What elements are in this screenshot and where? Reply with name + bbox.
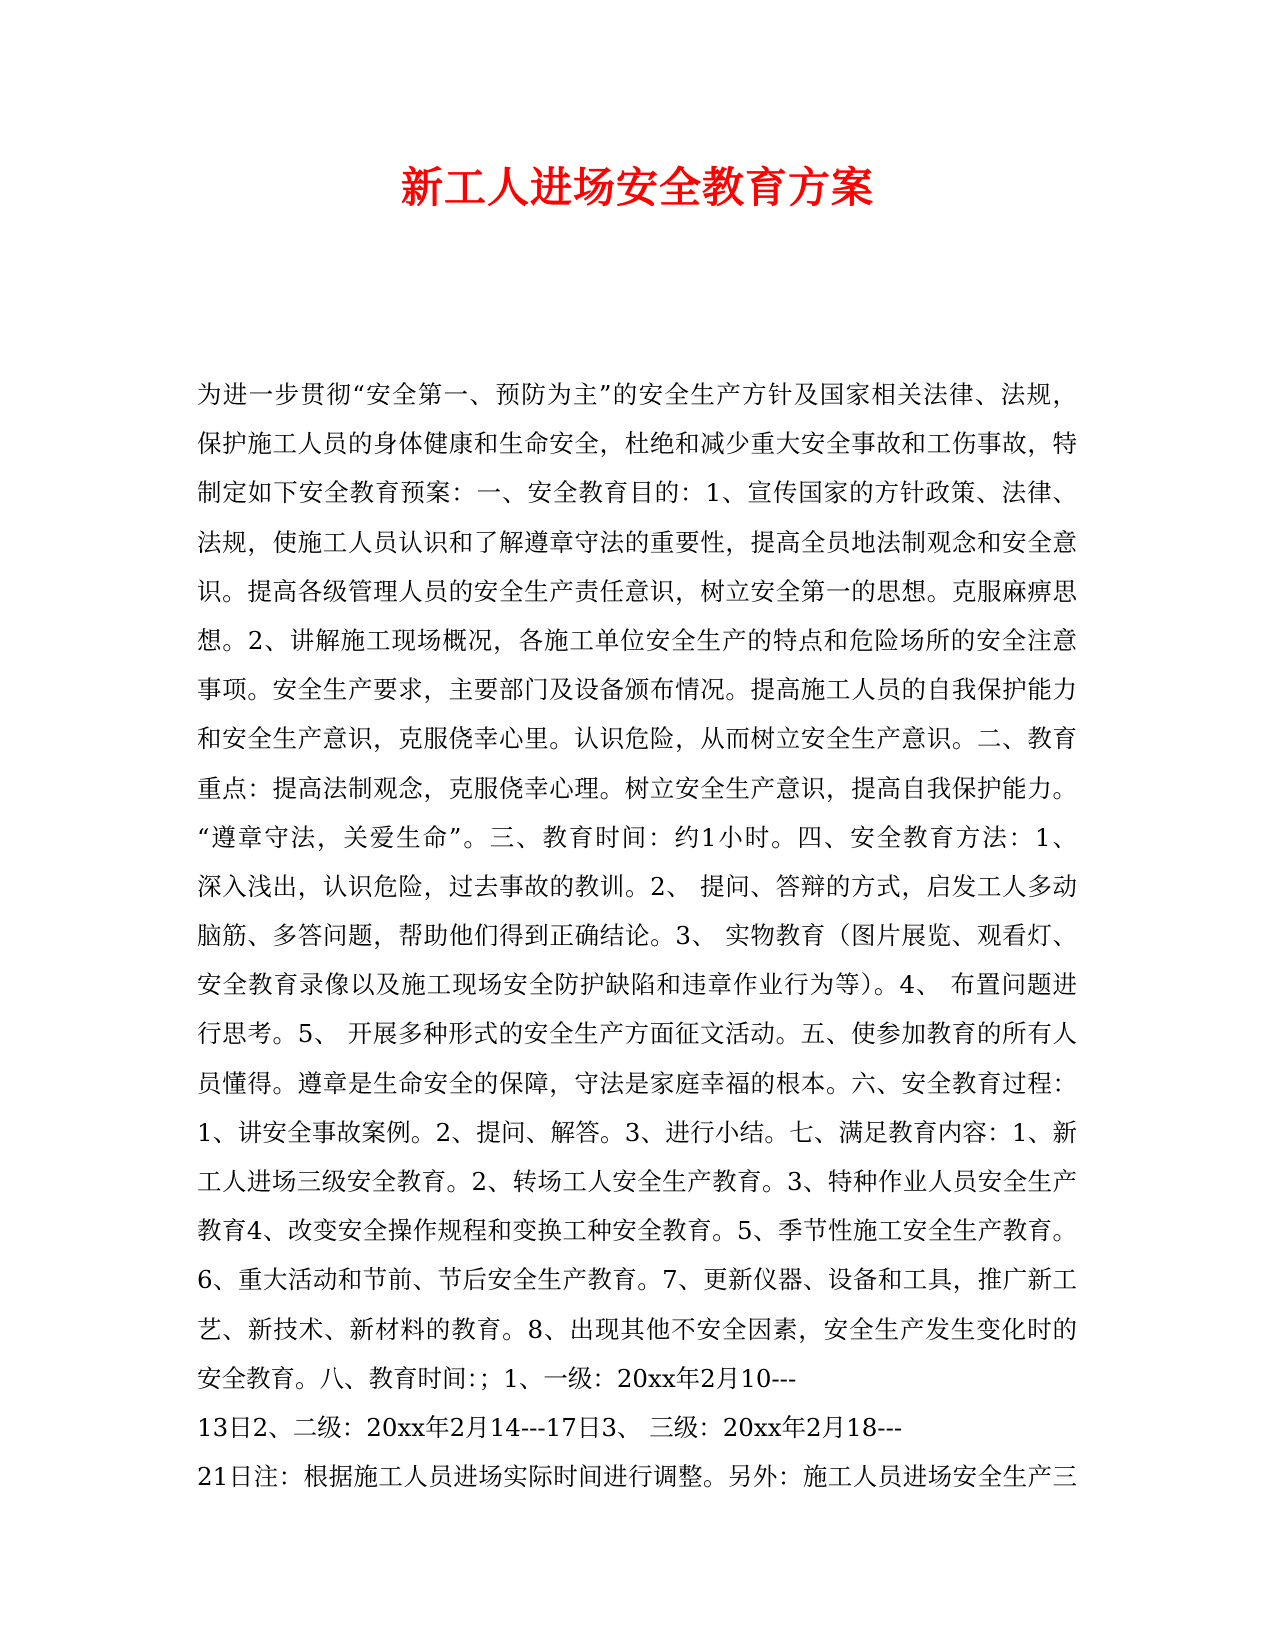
document-body — [197, 370, 1077, 1501]
body-line: 和安全生产意识，克服侥幸心里。认识危险，从而树立安全生产意识。二、教育 — [197, 724, 1077, 754]
body-line: 脑筋、多答问题，帮助他们得到正确结论。3、 实物教育（图片展览、观看灯、 — [197, 921, 1077, 951]
body-line: 艺、新技术、新材料的教育。8、出现其他不安全因素，安全生产发生变化时的 — [197, 1314, 1077, 1344]
body-line: 想。2、讲解施工现场概况，各施工单位安全生产的特点和危险场所的安全注意 — [197, 625, 1077, 655]
body-line: 重点：提高法制观念，克服侥幸心理。树立安全生产意识，提高自我保护能力。 — [197, 773, 1077, 803]
body-line: 识。提高各级管理人员的安全生产责任意识，树立安全第一的思想。克服麻痹思 — [197, 576, 1077, 606]
document-title: 新工人进场安全教育方案 — [400, 163, 874, 212]
body-line: 行思考。5、 开展多种形式的安全生产方面征文活动。五、使参加教育的所有人 — [197, 1019, 1077, 1049]
body-line: 深入浅出，认识危险，过去事故的教训。2、 提问、答辩的方式，启发工人多动 — [197, 871, 1077, 901]
body-line: 6、重大活动和节前、节后安全生产教育。7、更新仪器、设备和工具，推广新工 — [197, 1265, 1077, 1295]
body-line: “遵章守法，关爱生命”。三、教育时间：约1小时。四、安全教育方法：1、 — [197, 822, 1077, 852]
body-line: 法规，使施工人员认识和了解遵章守法的重要性，提高全员地法制观念和安全意 — [197, 527, 1077, 557]
body-line: 13日2、二级：20xx年2月14---17日3、 三级：20xx年2月18--- — [197, 1412, 903, 1442]
body-line: 安全教育。八、教育时间：；1、一级：20xx年2月10--- — [197, 1363, 797, 1393]
body-line: 为进一步贯彻“安全第一、预防为主”的安全生产方针及国家相关法律、法规， — [197, 380, 1077, 409]
body-line: 21日注：根据施工人员进场实际时间进行调整。另外：施工人员进场安全生产三 — [197, 1462, 1077, 1492]
body-line: 员懂得。遵章是生命安全的保障，守法是家庭幸福的根本。六、安全教育过程： — [197, 1068, 1077, 1098]
body-line: 1、讲安全事故案例。2、提问、解答。3、进行小结。七、满足教育内容：1、新 — [197, 1117, 1077, 1147]
body-line: 工人进场三级安全教育。2、转场工人安全生产教育。3、特种作业人员安全生产 — [197, 1167, 1077, 1196]
body-line: 保护施工人员的身体健康和生命安全，杜绝和减少重大安全事故和工伤事故，特 — [197, 429, 1077, 459]
body-line: 事项。安全生产要求，主要部门及设备颁布情况。提高施工人员的自我保护能力 — [197, 675, 1077, 705]
body-line: 安全教育录像以及施工现场安全防护缺陷和违章作业行为等）。4、 布置问题进 — [197, 970, 1077, 1000]
body-line: 制定如下安全教育预案：一、安全教育目的：1、宣传国家的方针政策、法律、 — [197, 478, 1077, 508]
body-line: 教育4、改变安全操作规程和变换工种安全教育。5、季节性施工安全生产教育。 — [197, 1216, 1077, 1246]
